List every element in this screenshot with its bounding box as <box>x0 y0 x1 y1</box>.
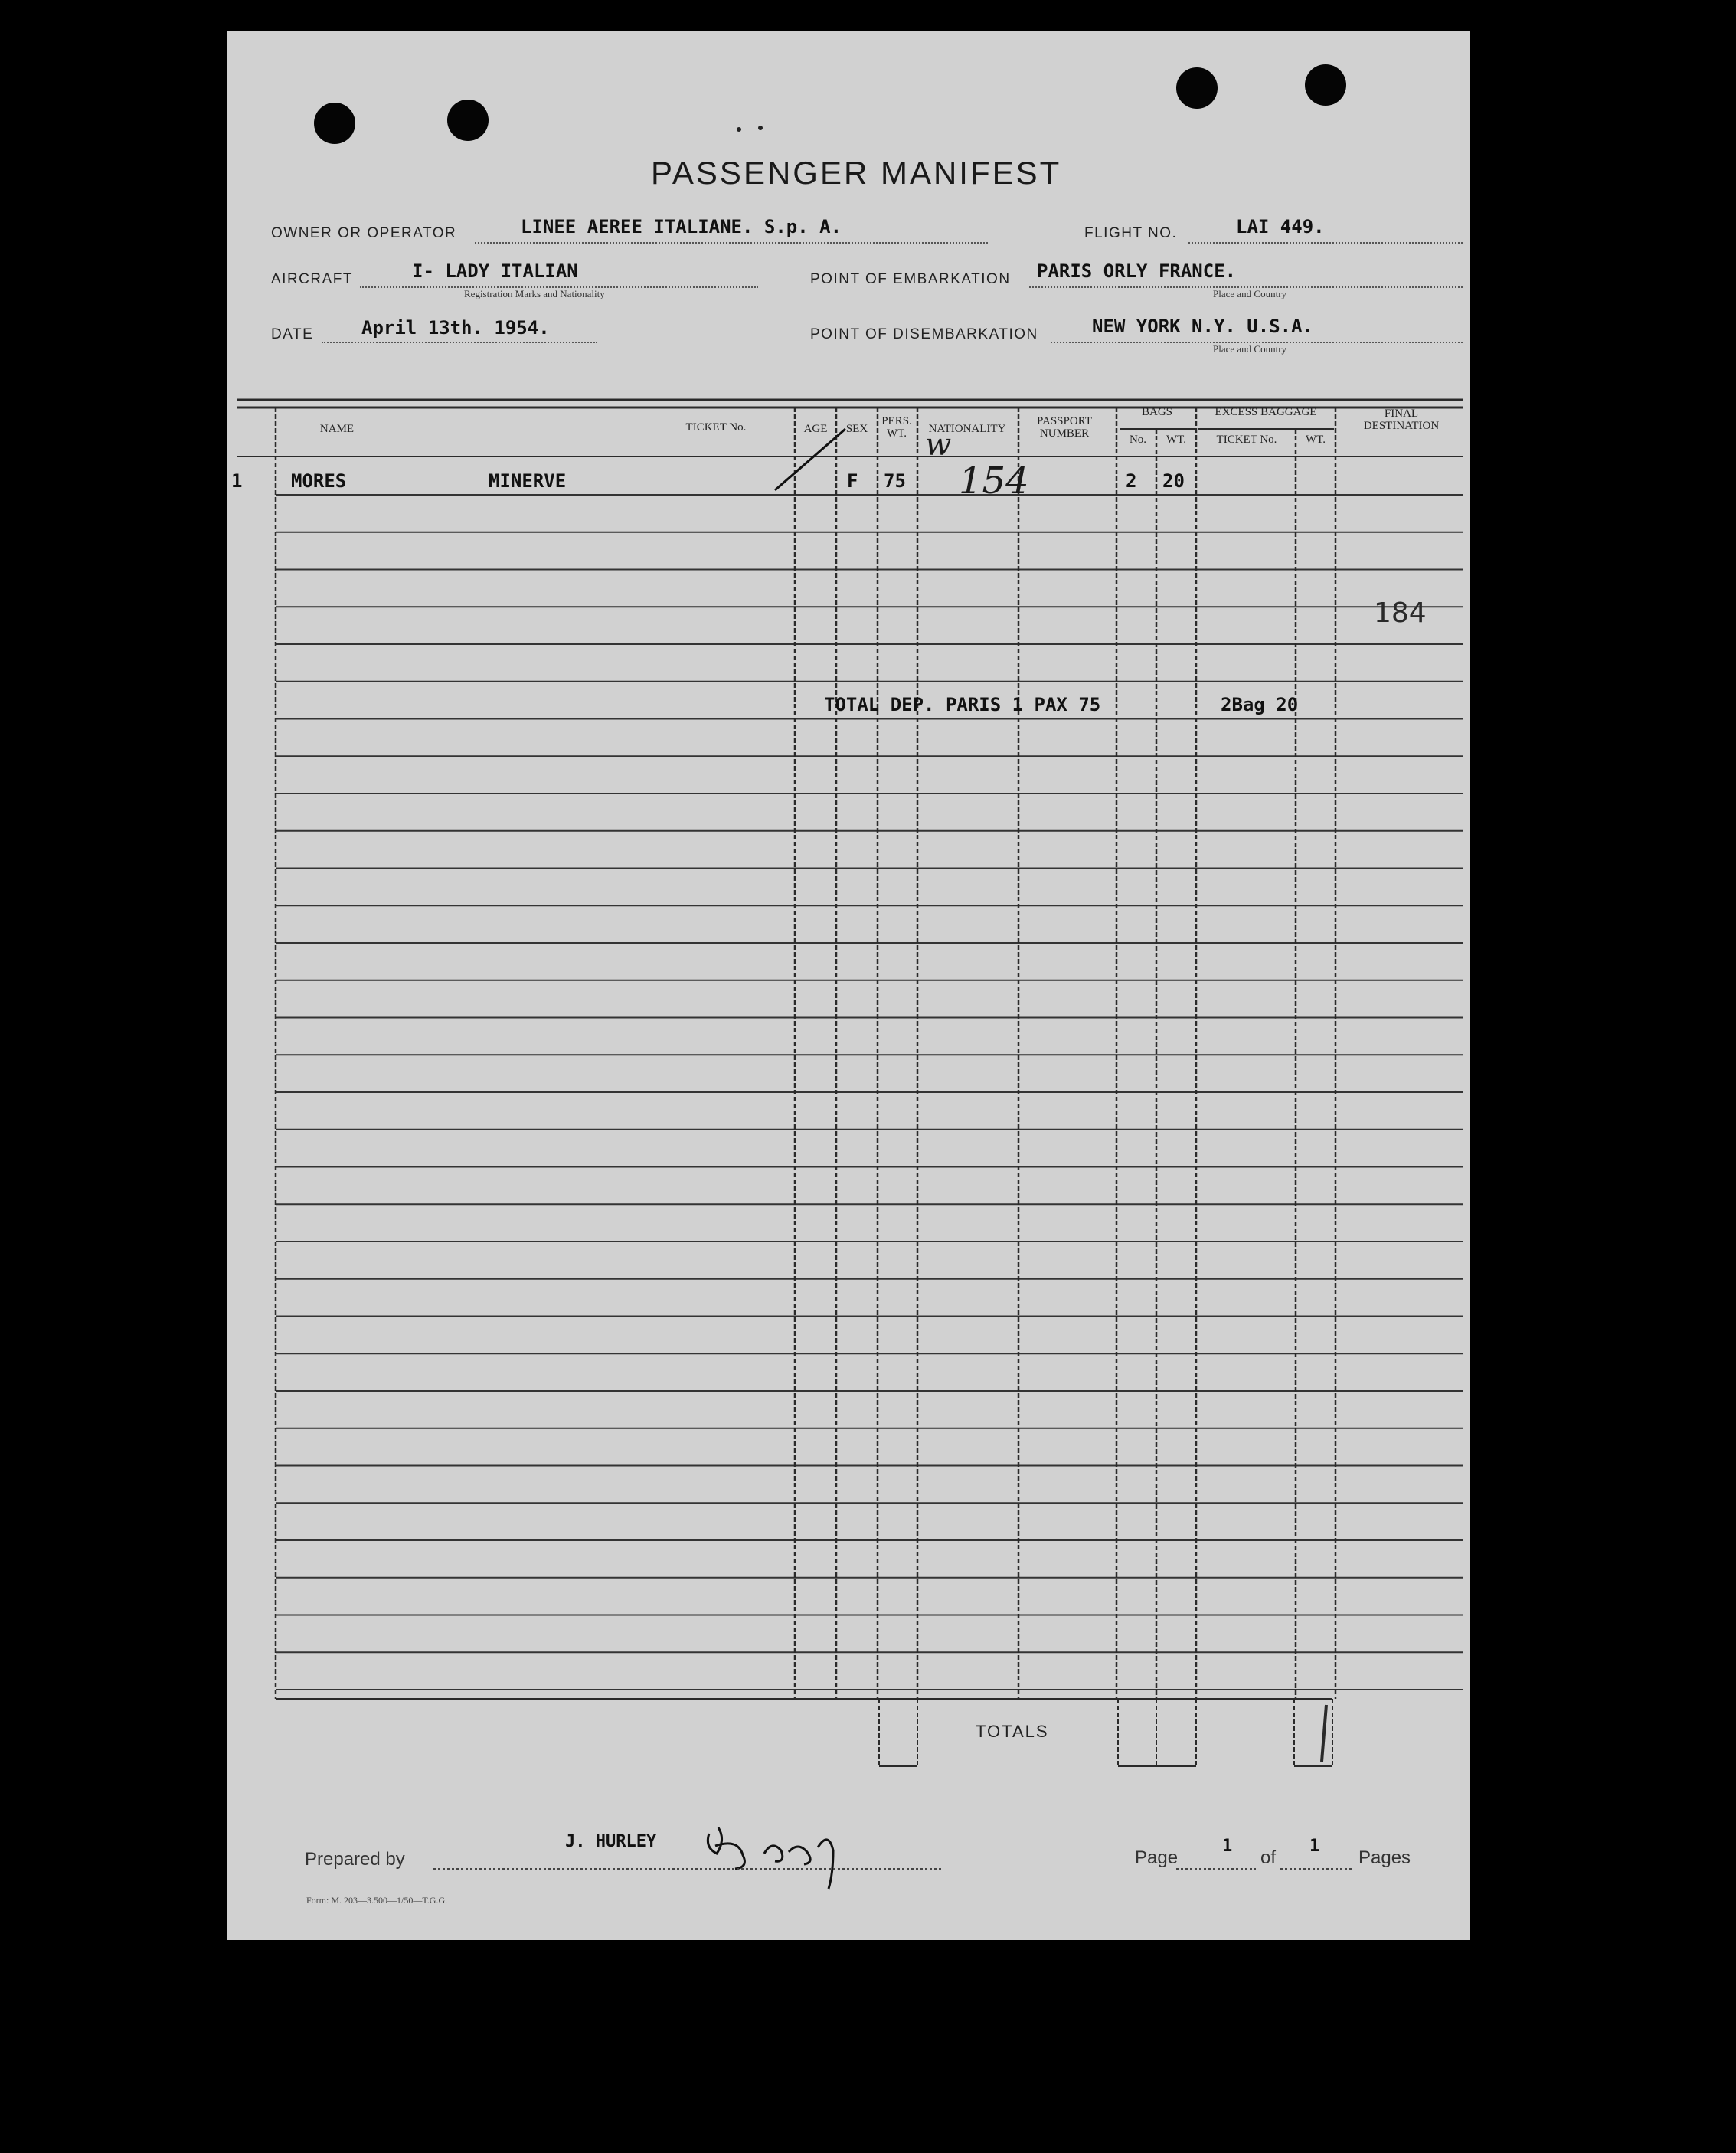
page-total: 1 <box>1309 1837 1320 1856</box>
of-label: of <box>1260 1847 1277 1868</box>
passenger-surname: MORES <box>291 470 347 492</box>
bags-count: 2 <box>1126 470 1137 492</box>
header-name: NAME <box>319 423 355 435</box>
document-title: PASSENGER MANIFEST <box>651 155 1062 191</box>
passenger-weight: 75 <box>884 470 906 492</box>
embarkation-label: POINT OF EMBARKATION <box>810 271 1011 287</box>
owner-value: LINEE AEREE ITALIANE. S.p. A. <box>521 216 842 237</box>
disembarkation-value: NEW YORK N.Y. U.S.A. <box>1092 316 1313 337</box>
embarkation-value: PARIS ORLY FRANCE. <box>1037 260 1237 282</box>
header-sex: SEX <box>845 423 868 435</box>
header-bags-no: No. <box>1129 434 1147 446</box>
disembarkation-label: POINT OF DISEMBARKATION <box>810 326 1038 342</box>
header-excess-ticket: TICKET No. <box>1216 434 1277 446</box>
pages-label: Pages <box>1358 1847 1411 1868</box>
passenger-given-name: MINERVE <box>489 470 567 492</box>
page-annotation: 184 <box>1374 597 1427 629</box>
form-number: Form: M. 203—3.500—1/50—T.G.G. <box>306 1895 448 1906</box>
totals-label: TOTALS <box>976 1722 1049 1741</box>
handwritten-nationality-mark: w <box>925 427 952 463</box>
header-excess-wt: WT. <box>1306 434 1326 446</box>
header-nationality: NATIONALITY <box>928 423 1006 435</box>
row-number: 1 <box>231 470 243 492</box>
aircraft-label: AIRCRAFT <box>271 271 353 287</box>
page-label: Page <box>1135 1847 1179 1868</box>
disembarkation-caption: Place and Country <box>1213 343 1287 355</box>
aircraft-caption: Registration Marks and Nationality <box>464 288 605 299</box>
embarkation-caption: Place and Country <box>1213 288 1287 299</box>
page-number: 1 <box>1222 1837 1233 1856</box>
date-label: DATE <box>271 326 314 342</box>
header-excess-baggage: EXCESS BAGGAGE <box>1215 406 1317 418</box>
header-bags-wt: WT. <box>1166 434 1186 446</box>
passenger-sex: F <box>847 470 858 492</box>
header-ticket: TICKET No. <box>685 421 747 434</box>
flight-value: LAI 449. <box>1236 216 1325 237</box>
prepared-by-value: J. HURLEY <box>565 1832 657 1851</box>
owner-label: OWNER OR OPERATOR <box>271 225 457 241</box>
date-value: April 13th. 1954. <box>361 317 550 339</box>
header-passport: PASSPORT NUMBER <box>1037 415 1092 440</box>
prepared-by-label: Prepared by <box>305 1849 405 1870</box>
bags-weight: 20 <box>1162 470 1185 492</box>
flight-label: FLIGHT NO. <box>1084 225 1178 241</box>
aircraft-value: I- LADY ITALIAN <box>412 260 578 282</box>
header-bags: BAGS <box>1141 406 1172 418</box>
header-age: AGE <box>803 423 828 435</box>
total-bags-line: 2Bag 20 <box>1221 694 1299 715</box>
header-pers-wt: PERS. WT. <box>881 415 912 440</box>
total-departure-line: TOTAL DEP. PARIS 1 PAX 75 <box>824 694 1101 715</box>
handwritten-passport-note: 154 <box>959 460 1029 502</box>
header-final-destination: FINAL DESTINATION <box>1363 407 1440 432</box>
